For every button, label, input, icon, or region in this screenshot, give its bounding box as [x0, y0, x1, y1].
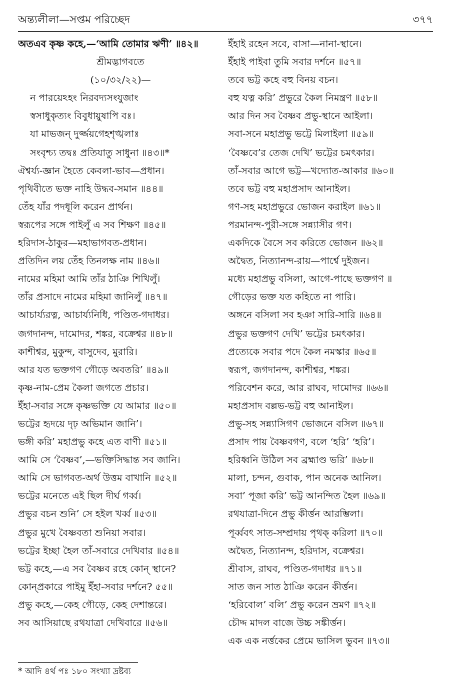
verse-line: অতএব কৃষ্ণ কহে,—‘আমি তোমার ঋণী’ ॥৪২॥	[18, 39, 199, 50]
verse-line: জগদানন্দ, দামোদর, শঙ্কর, বক্রেশ্বর ॥৪৮॥	[18, 328, 173, 340]
verse-line: ইঁহা-সবার সঙ্গে কৃষ্ণভক্তি যে আমার ॥৫০॥	[18, 400, 177, 412]
verse-line: কৃষ্ণ-নাম-প্রেম কৈলা জগতে প্রচার।	[18, 382, 149, 394]
verse-line: প্রভুর বচন শুনি’ সে হইল খর্ব্ব ॥৫৩॥	[18, 509, 157, 521]
verse-line: প্রভু-সহ সন্ন্যাসিগণ ভোজনে বসিল ॥৬৭॥	[228, 418, 384, 430]
verse-line: আমি সে ভাগবত-অর্থ উত্তম বাখানি ॥৫২॥	[18, 473, 177, 485]
text-body	[18, 36, 433, 656]
verse-line: যা মাভজন্ দুর্জ্জয়গেহশৃঙ্খলাঃ	[30, 129, 140, 141]
verse-line: তবে ভট্ট কহে বহু বিনয় বচন।	[228, 75, 339, 87]
verse-line: তাঁর প্রসাদে নামের মহিমা জানিলুঁ ॥৪৭॥	[18, 292, 168, 304]
verse-line: মহাপ্রসাদ বল্লভ-ভট্ট বহু আনাইল।	[228, 400, 354, 412]
verse-line: গণ-সহ মহাপ্রভুরে ভোজন করাইল ॥৬১॥	[228, 201, 381, 213]
verse-line: ইঁহাই পাইবা তুমি সবার দর্শনে ॥৫৭॥	[228, 57, 362, 69]
footnote: * আদি ৪র্থ পঃ ১৮০ সংখ্যা দ্রষ্টব্য	[18, 667, 131, 677]
verse-line: গৌড়ের ভক্ত যত কহিতে না পারি।	[228, 292, 356, 304]
verse-line: ন পারয়েঽহং নিরবদ্যসংযুজাং	[30, 93, 139, 105]
verse-line: তেঁহ যাঁর পদধূলি করেন প্রার্থন।	[18, 201, 133, 213]
verse-line: পরিবেশন করে, আর রাঘব, দামোদর ॥৬৬॥	[228, 382, 389, 394]
verse-line: আর যত ভক্তগণ গৌড়ে অবতরি’ ॥৪৯॥	[18, 364, 169, 376]
verse-line: চৌদ্দ মাদল বাজে উচ্চ সঙ্কীর্ত্তন।	[228, 618, 346, 629]
verse-line: সবা-সনে মহাপ্রভু ভট্টে মিলাইলা ॥৫৯॥	[228, 129, 374, 141]
verse-line: প্রভুর ভক্তগণ দেখি’ ভট্টের চমৎকার।	[228, 328, 365, 340]
verse-line: এক এক নর্ত্তকের প্রেমে ভাসিল ভুবন ॥৭৩॥	[228, 636, 390, 648]
verse-line: ভট্ট কহে,—এ সব বৈষ্ণব রহে কোন্ স্থানে?	[18, 563, 176, 575]
verse-line: মধ্যে মহাপ্রভু বসিলা, আগে-পাছে ভক্তগণ ॥	[228, 274, 393, 286]
verse-line: প্রতিদিন লয় তেঁহ তিনলক্ষ নাম ॥৪৬॥	[18, 256, 160, 268]
verse-line: প্রসাদ পায় বৈষ্ণবগণ, বলে ‘হরি’ ‘হরি’।	[228, 437, 375, 449]
verse-line: হরিদাস-ঠাকুর—মহাভাগবত-প্রধান।	[18, 238, 147, 250]
verse-line: ঐশ্বর্য্য-জ্ঞান হৈতে কেবলা-ভাব—প্রধান।	[18, 165, 165, 177]
verse-line: পরমানন্দ-পুরী-সঙ্গে সন্ন্যাসীর গণ।	[228, 219, 352, 231]
verse-line: প্রভু কহে,—কেহ গৌড়ে, কেহ দেশান্তরে।	[18, 599, 167, 611]
verse-line: ভঙ্গী করি’ মহাপ্রভু কহে এত বাণী ॥৫১॥	[18, 437, 167, 449]
verse-line: প্রত্যেকে সবার পদে কৈল নমস্কার ॥৬৫॥	[228, 346, 377, 358]
right-column	[228, 36, 433, 651]
verse-line: স্বরূপ, জগদানন্দ, কাশীশ্বর, শঙ্কর।	[228, 364, 350, 376]
verse-line: একদিকে বৈসে সব করিতে ভোজন ॥৬২॥	[228, 238, 384, 250]
verse-line: সবা’ পূজা করি’ ভট্ট আনন্দিত হৈল ॥৬৯॥	[228, 491, 386, 503]
verse-line: ভট্টের হৃদয়ে দৃঢ় অভিমান জানি’।	[18, 418, 143, 430]
verse-line: অদ্বৈত, নিত্যানন্দ-রায়—পার্শ্বে দুইজন।	[228, 256, 370, 268]
verse-line: মালা, চন্দন, গুবাক, পান অনেক আনিল।	[228, 473, 382, 485]
verse-line: হরিধ্বনি উঠিল সব ব্রহ্মাণ্ড ভরি’ ॥৬৮॥	[228, 455, 374, 467]
verse-line: ভট্টের ইচ্ছা হৈল তাঁ-সবারে দেখিবার ॥৫৪॥	[18, 545, 180, 557]
verse-line: আর দিন সব বৈষ্ণব প্রভু-স্থানে আইলা।	[228, 111, 373, 123]
verse-line: তবে ভট্ট বহু মহাপ্রসাদ আনাইল।	[228, 183, 351, 195]
verse-line: ‘হরিবোল’ বলি’ প্রভু করেন ভ্রমণ ॥৭২॥	[228, 599, 377, 611]
verse-line: তাঁ-সবার আগে ভট্ট—খদ্যোত-আকার ॥৬০॥	[228, 165, 394, 177]
verse-line: ‘বৈষ্ণবে’র তেজ দেখি’ ভট্টের চমৎকার।	[228, 147, 375, 159]
footnote-divider	[18, 662, 138, 663]
header-divider	[18, 31, 433, 32]
verse-line: বহু যত্ন করি’ প্রভুরে কৈল নিমন্ত্রণ ॥৫৮॥	[228, 93, 378, 105]
verse-line: কাশীশ্বর, মুকুন্দ, বাসুদেব, মুরারি।	[18, 346, 138, 358]
verse-line: সংবৃশ্চ্য তদ্বঃ প্রতিযাতু সাধুনা ॥৪৩॥*	[30, 147, 170, 159]
verse-line: (১০/৩২/২২)—	[90, 75, 151, 87]
chapter-title: অন্ত্যলীলা—সপ্তম পরিচ্ছেদ	[18, 14, 130, 26]
verse-line: আচার্য্যরত্ন, আচার্য্যনিধি, পণ্ডিত-গদাধর।	[18, 310, 170, 322]
verse-line: স্বরূপের সঙ্গে পাইলুঁ এ সব শিক্ষণ ॥৪৫॥	[18, 219, 166, 231]
verse-line: কোন্‌প্রকারে পাইমু ইঁহা-সবার দর্শনে? ৫৫॥	[18, 581, 173, 593]
verse-line: পূর্ব্ববৎ সাত-সম্প্রদায় পৃথক্ করিলা ॥৭০॥	[228, 527, 383, 539]
left-column	[18, 36, 223, 633]
verse-line: ভট্টের মনেতে এই ছিল দীর্ঘ গর্ব্ব।	[18, 491, 142, 503]
page-number: ৩৭৭	[412, 14, 433, 26]
verse-line: প্রভুর মুখে বৈষ্ণবতা শুনিয়া সবার।	[18, 527, 146, 539]
verse-line: সব আসিয়াছে রথযাত্রা দেখিবারে ॥৫৬॥	[18, 618, 168, 629]
verse-line: অদ্বৈত, নিত্যানন্দ, হরিদাস, বক্রেশ্বর।	[228, 545, 364, 557]
verse-line: ইঁহাই রহেন সবে, বাসা—নানা-স্থানে।	[228, 39, 362, 50]
verse-line: আমি সে ‘বৈষ্ণব’,—ভক্তিসিদ্ধান্ত সব জানি।	[18, 455, 181, 467]
verse-line: পৃথিবীতে ভক্ত নাহি উদ্ধব-সমান ॥৪৪॥	[18, 183, 164, 195]
verse-line: শ্রীমদ্ভাগবতে	[96, 57, 145, 69]
verse-line: নামের মহিমা আমি তাঁর ঠাঞি শিখিলুঁ।	[18, 274, 161, 286]
verse-line: অঙ্গনে বসিলা সব হঞা সারি-সারি ॥৬৪॥	[228, 310, 382, 322]
verse-line: রথযাত্রা-দিনে প্রভু কীর্ত্তন আরম্ভিলা।	[228, 509, 364, 521]
running-header	[18, 12, 433, 28]
verse-line: সাত জন সাত ঠাঞি করেন কীর্ত্তন।	[228, 581, 358, 593]
verse-line: স্বসাধুকৃত্যং বিবুধায়ুষাপি বঃ।	[30, 111, 136, 123]
verse-line: শ্রীবাস, রাঘব, পণ্ডিত-গদাধর ॥৭১॥	[228, 563, 362, 575]
